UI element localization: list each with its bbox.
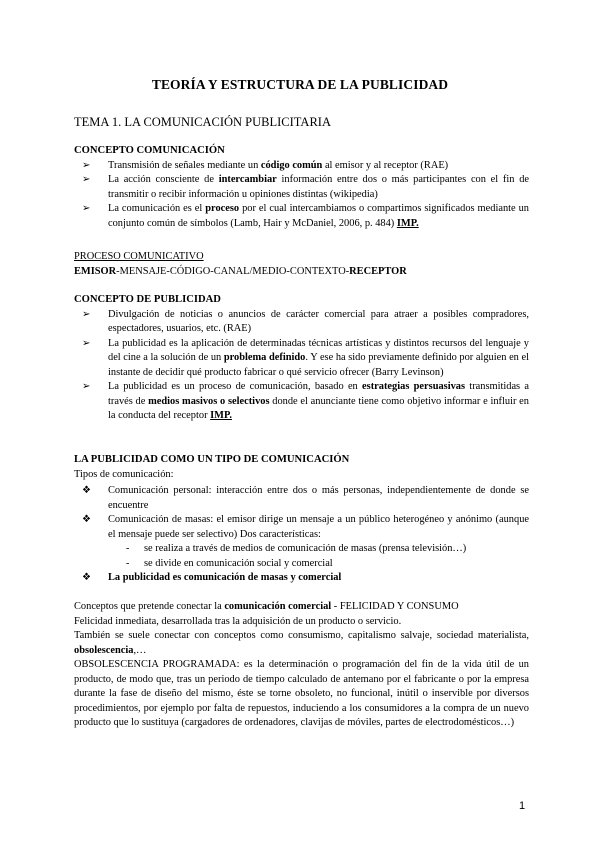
section-publicidad-tipo-comunicacion — [74, 453, 529, 586]
diamond-bullet-icon: ❖ — [82, 572, 91, 583]
process-chain: EMISOR-MENSAJE-CÓDIGO-CANAL/MEDIO-CONTEXTO-RECEPTOR — [74, 265, 407, 277]
list-item: ➢ La publicidad es la aplicación de determinadas técnicas artísticas y distintos recursos del lenguaje y del cine a la solución de un problema definido. Y ese ha sido previamente definido por alguien en el instante de decidir qué producto fabricar o qué servicio ofrecer (Barry Levinson) — [82, 337, 529, 378]
section-proceso-comunicativo — [74, 250, 529, 279]
list-item: ❖ Comunicación personal: interacción entre dos o más personas, independientemente de donde se encuentre — [82, 485, 529, 511]
section-concepto-publicidad — [74, 293, 529, 424]
list-item: ❖ La publicidad es comunicación de masas y comercial — [74, 571, 529, 586]
dash-bullet-icon: - — [126, 557, 130, 569]
diamond-bullet-icon: ❖ — [82, 485, 91, 496]
section-consumo — [74, 600, 529, 731]
arrow-bullet-icon: ➢ — [82, 159, 91, 171]
paragraph: Felicidad inmediata, desarrollada tras la adquisición de un producto o servicio. — [74, 615, 402, 627]
section-intro: Tipos de comunicación: — [74, 468, 174, 480]
dash-bullet-icon: - — [126, 543, 130, 554]
document-title: TEORÍA Y ESTRUCTURA DE LA PUBLICIDAD — [151, 77, 449, 92]
arrow-bullet-icon: ➢ — [82, 381, 91, 392]
section-concepto-comunicacion — [74, 144, 529, 231]
paragraph: También se suele conectar con conceptos como consumismo, capitalismo salvaje, sociedad materialista, obsolescencia,… — [74, 630, 529, 656]
list-item: ➢ Divulgación de noticias o anuncios de carácter comercial para atraer a posibles compradores, espectadores, usuarios, etc. (RAE) — [82, 308, 529, 334]
arrow-bullet-icon: ➢ — [82, 308, 91, 320]
list-item: ➢ La comunicación es el proceso por el cual intercambiamos o compartimos significados mediante un conjunto común de símbolos (Lamb, Hair y McDaniel, 2006, p. 484) IMP. — [82, 203, 529, 229]
section-heading: LA PUBLICIDAD COMO UN TIPO DE COMUNICACIÓN — [74, 454, 350, 465]
paragraph: Conceptos que pretende conectar la comunicación comercial - FELICIDAD Y CONSUMO — [74, 601, 459, 612]
list-item: ➢ La acción consciente de intercambiar información entre dos o más participantes con el fin de transmitir o recibir información u opiniones distintas (wikipedia) — [82, 174, 530, 200]
paragraph: OBSOLESCENCIA PROGRAMADA: es la determinación o programación del fin de la vida útil de un producto, de modo que, tras un periodo de tiempo calculado de antemano por el fabricante o por la empresa durante la fase de diseño del mismo, éste se torne obsoleto, no funcional, inútil o inservible por diversos procedimientos, por ejemplo por falta de repuestos, induciendo a los consumidores a la compra de un nuevo producto que lo sustituya (cargadores de ordenadores, clavijas de móviles, partes de electrodomésticos…) — [74, 659, 529, 728]
list-item: ➢ La publicidad es un proceso de comunicación, basado en estrategias persuasivas transmitidas a través de medios masivos o selectivos donde el anunciante tiene como objetivo informar e influir en la conducta del receptor IMP. — [82, 381, 529, 421]
list-item: - se realiza a través de medios de comunicación de masas (prensa televisión…) — [74, 542, 529, 557]
section-heading: PROCESO COMUNICATIVO — [74, 251, 204, 262]
section-heading: CONCEPTO COMUNICACIÓN — [74, 145, 225, 156]
bullet-list — [74, 308, 529, 424]
page-number: 1 — [519, 800, 526, 812]
arrow-bullet-icon: ➢ — [82, 337, 91, 349]
diamond-bullet-icon: ❖ — [82, 514, 91, 525]
list-item: ➢ Transmisión de señales mediante un código común al emisor y al receptor (RAE) — [74, 159, 529, 174]
tema-heading: TEMA 1. LA COMUNICACIÓN PUBLICITARIA — [74, 115, 331, 129]
list-item: ❖ Comunicación de masas: el emisor dirige un mensaje a un público heterogéneo y anónimo (aunque el mensaje puede ser selectivo) Dos características: — [82, 514, 529, 540]
section-heading: CONCEPTO DE PUBLICIDAD — [74, 294, 221, 305]
bullet-list — [74, 484, 529, 586]
arrow-bullet-icon: ➢ — [82, 203, 91, 214]
bullet-list — [74, 159, 529, 232]
arrow-bullet-icon: ➢ — [82, 174, 91, 185]
list-item: - se divide en comunicación social y comercial — [74, 557, 529, 572]
